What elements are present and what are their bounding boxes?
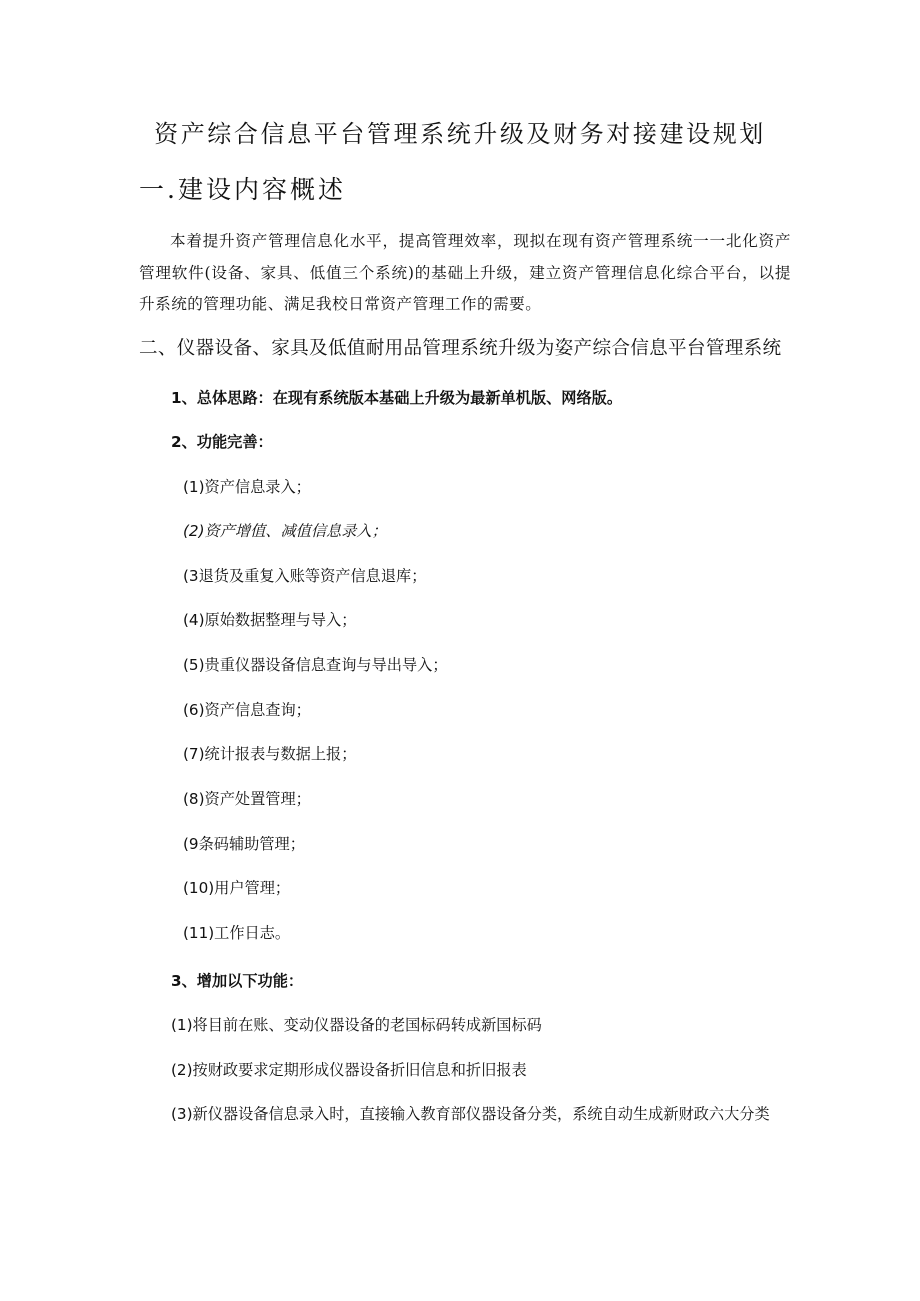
list-item: (3)新仪器设备信息录入时，直接输入教育部仪器设备分类，系统自动生成新财政六大分类 [171,1105,770,1123]
list-item: (2)资产增值、减值信息录入； [183,522,387,540]
list-item: (8)资产处置管理； [183,790,311,808]
list-item: (9条码辅助管理； [183,835,305,853]
sub2-heading: 2、功能完善： [171,433,273,451]
list-item: (7)统计报表与数据上报； [183,745,357,763]
sub3-heading: 3、增加以下功能： [171,972,304,990]
document-title: 资产综合信息平台管理系统升级及财务对接建设规划 [154,120,766,148]
sub1-heading: 1、总体思路：在现有系统版本基础上升级为最新单机版、网络版。 [171,389,623,407]
list-item: (5)贵重仪器设备信息查询与导出导入； [183,656,448,674]
section1-paragraph: 本着提升资产管理信息化水平，提高管理效率，现拟在现有资产管理系统一一北化资产管理软件(设备、家具、低值三个系统)的基础上升级，建立资产管理信息化综合平台，以提升系统的管理功能、满足我校日常资产管理工作的需要。 [139,232,791,313]
list-item: (10)用户管理； [183,879,291,897]
section2-heading: 二、仪器设备、家具及低值耐用品管理系统升级为姿产综合信息平台管理系统 [139,338,782,359]
section1-heading: 一.建设内容概述 [139,175,346,204]
list-item: (11)工作日志。 [183,924,291,942]
list-item: (1)将目前在账、变动仪器设备的老国标码转成新国标码 [171,1016,542,1034]
list-item: (4)原始数据整理与导入； [183,611,357,629]
list-item: (6)资产信息查询； [183,701,311,719]
list-item: (3退货及重复入账等资产信息退库； [183,567,427,585]
list-item: (2)按财政要求定期形成仪器设备折旧信息和折旧报表 [171,1061,527,1079]
list-item: (1)资产信息录入； [183,478,311,496]
